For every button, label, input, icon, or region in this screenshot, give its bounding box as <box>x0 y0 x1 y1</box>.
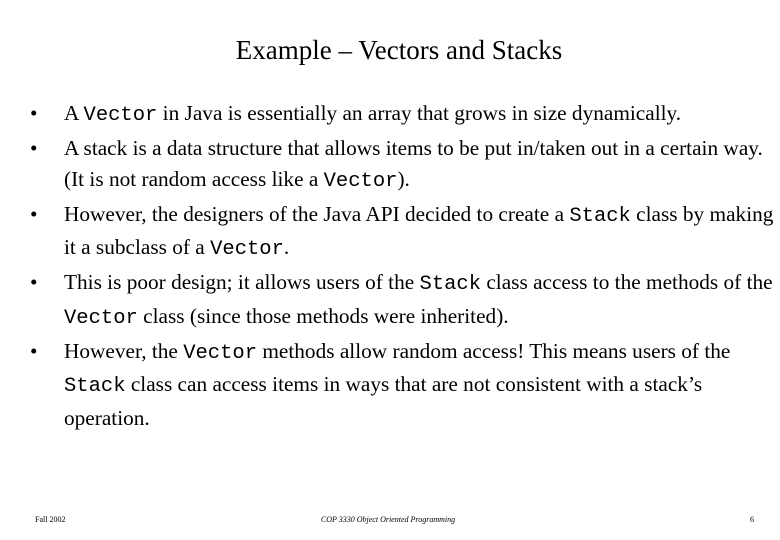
slide-title: Example – Vectors and Stacks <box>235 35 563 65</box>
bullet-text: ). <box>397 166 410 191</box>
bullet-text: However, the <box>64 338 184 363</box>
footer-date: Fall 2002 <box>35 515 66 524</box>
bullet-item <box>30 336 775 434</box>
bullet-icon: • <box>30 270 38 294</box>
code-term: Stack <box>64 375 126 398</box>
bullet-text: A stack is a data structure that allows items to be put in/taken out in a certain way. (It is not random access like a <box>64 136 763 191</box>
bullet-icon: • <box>30 101 38 125</box>
footer-course-title: COP 3330 Object Oriented Programming <box>320 515 456 524</box>
bullet-text: class (since those methods were inherited). <box>137 303 509 328</box>
bullet-text: This is poor design; it allows users of the <box>64 270 420 294</box>
bullet-text: methods allow random access! This means users of the <box>257 338 731 363</box>
bullet-text: in Java is essentially an array that grows in size dynamically. <box>157 101 682 125</box>
bullet-item <box>30 199 775 266</box>
bullet-icon: • <box>30 136 38 160</box>
bullet-item <box>30 98 775 132</box>
code-term: Vector <box>183 341 258 365</box>
bullet-item <box>30 133 775 197</box>
bullet-icon: • <box>30 338 38 363</box>
code-term: Stack <box>419 273 482 296</box>
bullet-list <box>30 98 775 435</box>
code-term: Vector <box>64 306 138 330</box>
code-term: Vector <box>210 238 284 261</box>
bullet-text: class by making it a subclass of a <box>64 201 774 259</box>
bullet-text: class access to the methods of the <box>481 270 773 294</box>
code-term: Vector <box>323 169 398 193</box>
bullet-text: A <box>64 101 84 125</box>
bullet-text: class can access items in ways that are not consistent with a stack’s operation. <box>64 372 703 430</box>
bullet-item <box>30 267 775 334</box>
bullet-text: However, the designers of the Java API decided to create a <box>64 201 570 226</box>
footer-page-number: 6 <box>750 515 754 524</box>
bullet-text: . <box>283 235 290 259</box>
code-term: Vector <box>83 104 158 127</box>
code-term: Stack <box>569 204 631 228</box>
bullet-icon: • <box>30 201 38 226</box>
